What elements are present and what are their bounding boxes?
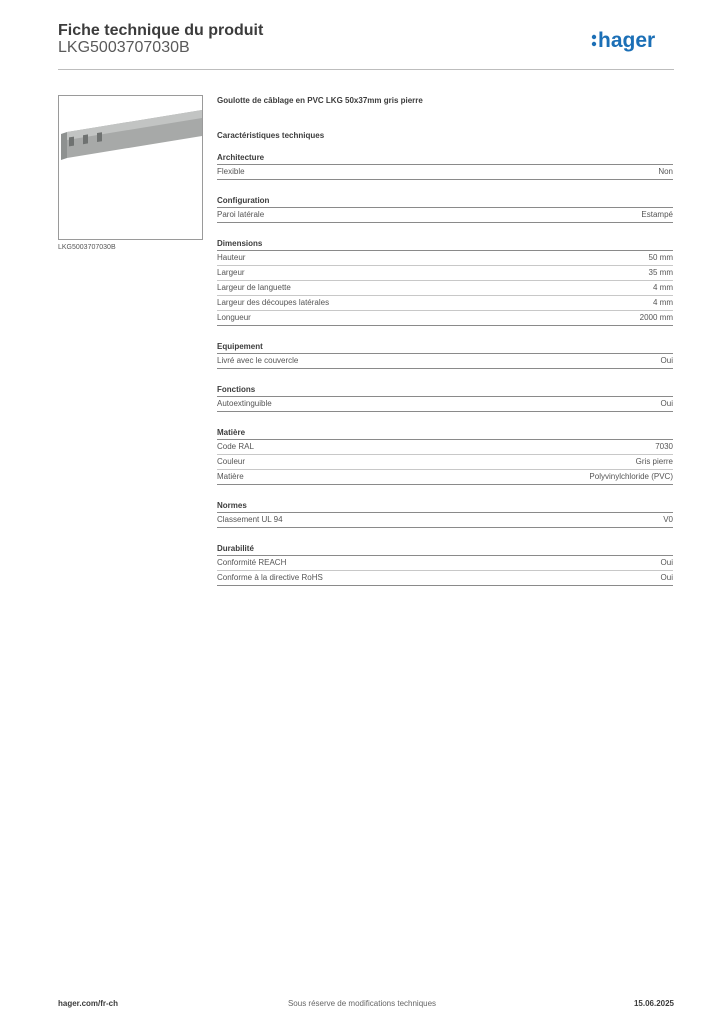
spec-value: Oui [660,573,673,582]
spec-row [217,311,673,326]
product-reference: LKG5003707030B [58,39,190,56]
spec-value: Gris pierre [635,457,673,466]
hager-logo [590,28,674,58]
spec-section [217,383,673,412]
spec-section [217,237,673,326]
tech-heading: Caractéristiques techniques [217,131,325,140]
section-title: Durabilité [217,542,673,556]
section-title: Fonctions [217,383,673,397]
footer-website: hager.com/fr-ch [58,999,119,1008]
spec-label: Couleur [217,457,246,466]
section-title: Equipement [217,340,673,354]
spec-value: Oui [660,356,673,365]
spec-label: Longueur [217,313,251,322]
spec-value: 50 mm [648,253,673,262]
spec-value: Non [658,167,673,176]
image-caption: LKG5003707030B [58,244,116,251]
spec-value: Oui [660,558,673,567]
spec-value: Oui [660,399,673,408]
spec-section [217,426,673,485]
spec-row [217,296,673,311]
spec-row [217,556,673,571]
spec-content [217,95,673,600]
spec-row [217,440,673,455]
section-title: Dimensions [217,237,673,251]
spec-section [217,194,673,223]
spec-label: Conformité REACH [217,558,287,567]
section-title: Configuration [217,194,673,208]
product-image [58,95,203,240]
spec-row [217,208,673,223]
spec-value: 4 mm [653,298,673,307]
spec-row [217,571,673,586]
spec-value: Polyvinylchloride (PVC) [589,472,673,481]
footer-disclaimer: Sous réserve de modifications techniques [287,999,437,1008]
spec-label: Matière [217,472,244,481]
spec-value: 35 mm [648,268,673,277]
spec-label: Largeur de languette [217,283,291,292]
spec-label: Livré avec le couvercle [217,356,299,365]
spec-value: V0 [663,515,673,524]
spec-row [217,397,673,412]
spec-row [217,251,673,266]
section-title: Architecture [217,151,673,165]
spec-label: Autoextinguible [217,399,272,408]
spec-value: 2000 mm [639,313,673,322]
spec-sections [217,151,673,586]
spec-row [217,470,673,485]
spec-label: Code RAL [217,442,254,451]
spec-row [217,354,673,369]
header-divider [58,69,674,70]
spec-value: 4 mm [653,283,673,292]
section-title: Normes [217,499,673,513]
spec-row [217,513,673,528]
spec-value: Estampé [641,210,673,219]
spec-label: Paroi latérale [217,210,265,219]
spec-row [217,266,673,281]
section-title: Matière [217,426,673,440]
spec-label: Classement UL 94 [217,515,283,524]
product-name: Goulotte de câblage en PVC LKG 50x37mm gris pierre [217,96,423,105]
svg-text:hager: hager [598,29,656,52]
spec-row [217,165,673,180]
spec-label: Conforme à la directive RoHS [217,573,323,582]
spec-label: Largeur des découpes latérales [217,298,330,307]
spec-section [217,340,673,369]
cable-duct-illustration [59,96,202,239]
spec-label: Hauteur [217,253,246,262]
page-title: Fiche technique du produit [58,22,264,39]
spec-section [217,542,673,586]
spec-row [217,281,673,296]
spec-section [217,499,673,528]
spec-section [217,151,673,180]
spec-label: Largeur [217,268,245,277]
spec-label: Flexible [217,167,245,176]
spec-value: 7030 [655,442,673,451]
footer-date: 15.06.2025 [633,999,674,1008]
spec-row [217,455,673,470]
